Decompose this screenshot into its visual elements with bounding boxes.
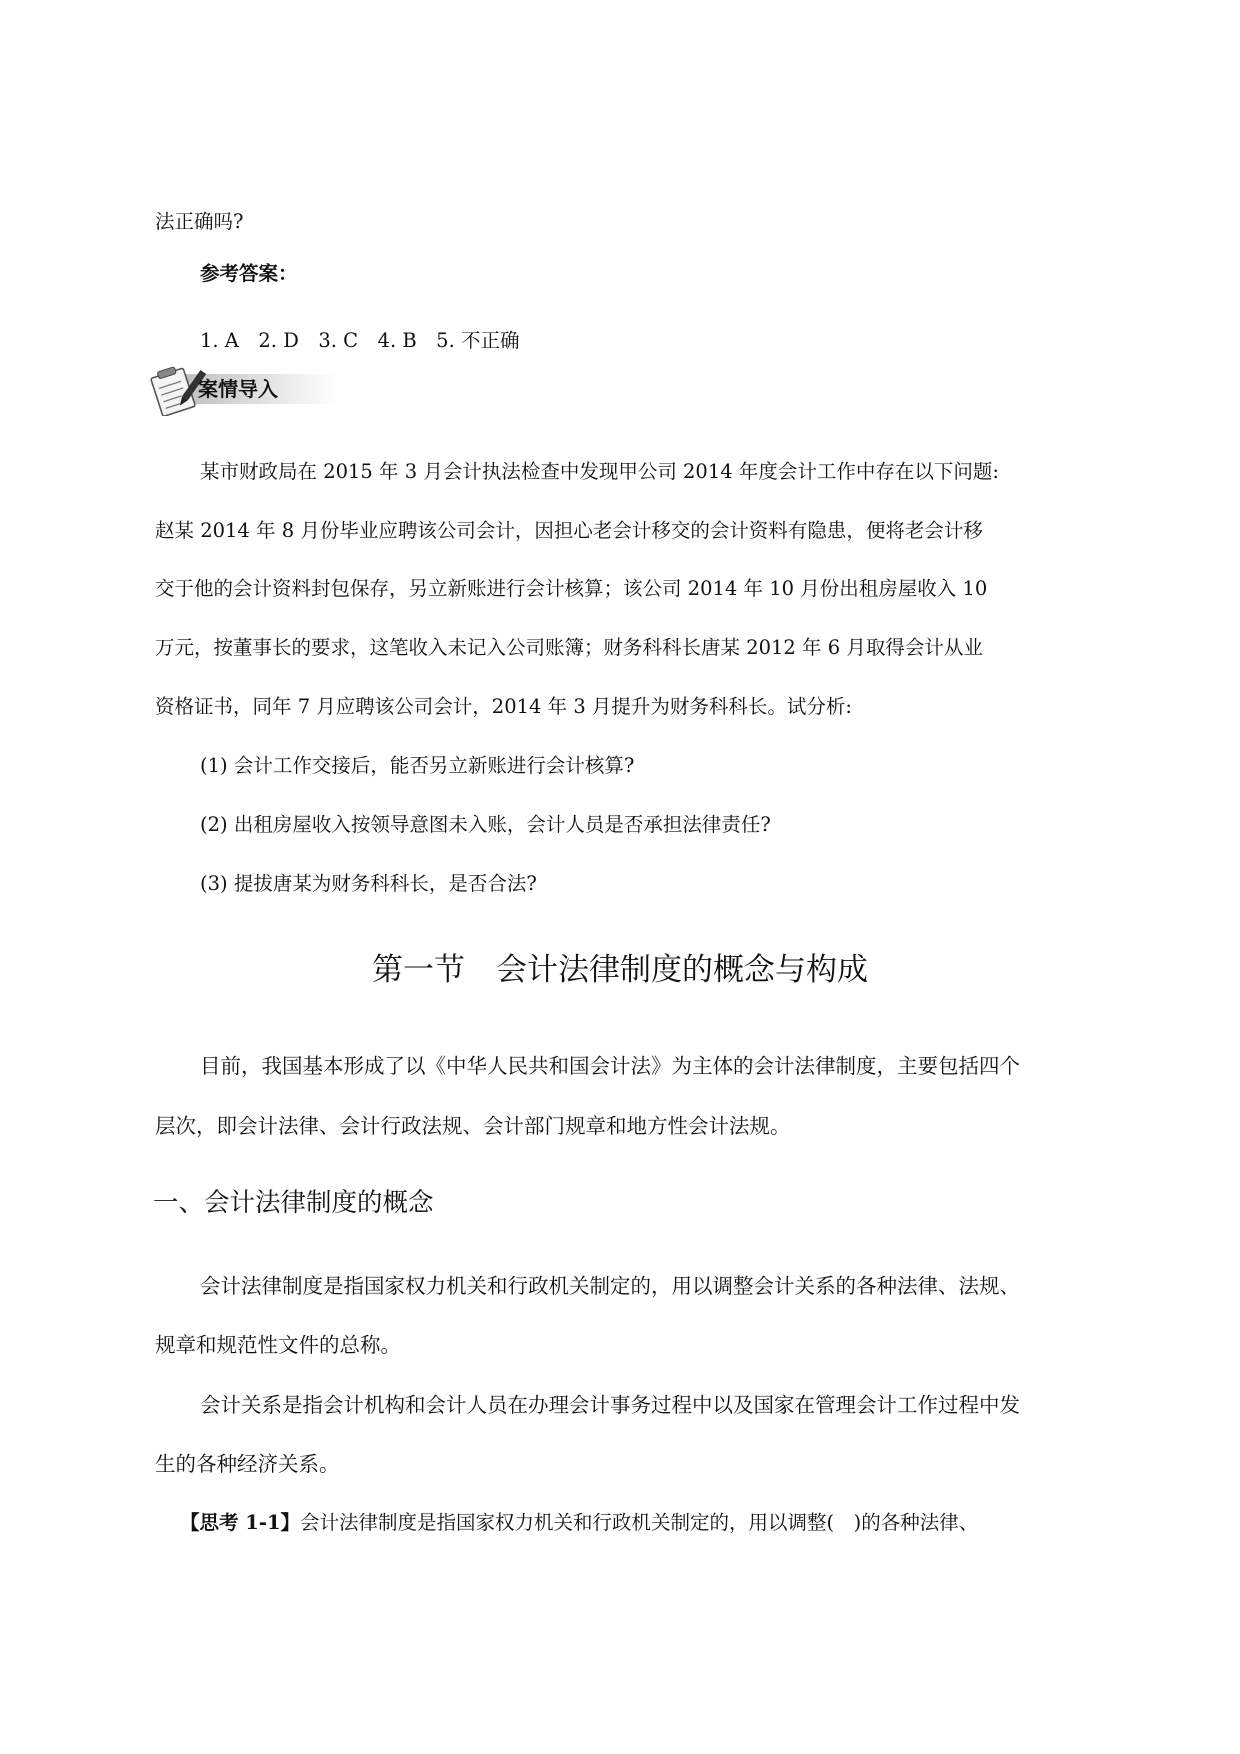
case-paragraph-line: 交于他的会计资料封包保存，另立新账进行会计核算；该公司 2014 年 10 月份出租房屋收入 10: [155, 577, 988, 600]
previous-question-end: 法正确吗?: [155, 210, 244, 233]
case-paragraph-line: 赵某 2014 年 8 月份毕业应聘该公司会计，因担心老会计移交的会计资料有隐患，便将老会计移: [155, 519, 983, 542]
case-paragraph-line: 某市财政局在 2015 年 3 月会计执法检查中发现甲公司 2014 年度会计工作中存在以下问题:: [200, 460, 999, 483]
case-intro-label: 案情导入: [198, 377, 278, 401]
subsection-heading: 一、会计法律制度的概念: [153, 1188, 434, 1218]
relation-line: 会计关系是指会计机构和会计人员在办理会计事务过程中以及国家在管理会计工作过程中发: [200, 1393, 1020, 1417]
reference-answer-label: 参考答案：: [200, 262, 298, 285]
case-paragraph-line: 万元，按董事长的要求，这笔收入未记入公司账簿；财务科科长唐某 2012 年 6 月取得会计从业: [155, 636, 983, 659]
case-question: (1) 会计工作交接后，能否另立新账进行会计核算?: [200, 754, 635, 777]
section-title: 第一节 会计法律制度的概念与构成: [372, 952, 868, 988]
case-question: (3) 提拔唐某为财务科科长，是否合法?: [200, 872, 537, 895]
case-paragraph-line: 资格证书，同年 7 月应聘该公司会计，2014 年 3 月提升为财务科科长。试分析:: [155, 695, 853, 718]
think-label: 【思考 1-1】: [180, 1511, 301, 1534]
reference-answers: 1. A 2. D 3. C 4. B 5. 不正确: [200, 329, 520, 352]
think-text: 会计法律制度是指国家权力机关和行政机关制定的，用以调整( )的各种法律、: [300, 1511, 979, 1534]
section-intro-line: 目前，我国基本形成了以《中华人民共和国会计法》为主体的会计法律制度，主要包括四个: [200, 1054, 1020, 1078]
relation-line: 生的各种经济关系。: [155, 1452, 340, 1476]
section-intro-line: 层次，即会计法律、会计行政法规、会计部门规章和地方性会计法规。: [155, 1114, 791, 1138]
definition-line: 会计法律制度是指国家权力机关和行政机关制定的，用以调整会计关系的各种法律、法规、: [200, 1274, 1020, 1298]
think-question: [180, 1509, 978, 1537]
definition-line: 规章和规范性文件的总称。: [155, 1333, 401, 1357]
case-question: (2) 出租房屋收入按领导意图未入账，会计人员是否承担法律责任?: [200, 813, 771, 836]
case-intro-banner: [150, 362, 340, 416]
